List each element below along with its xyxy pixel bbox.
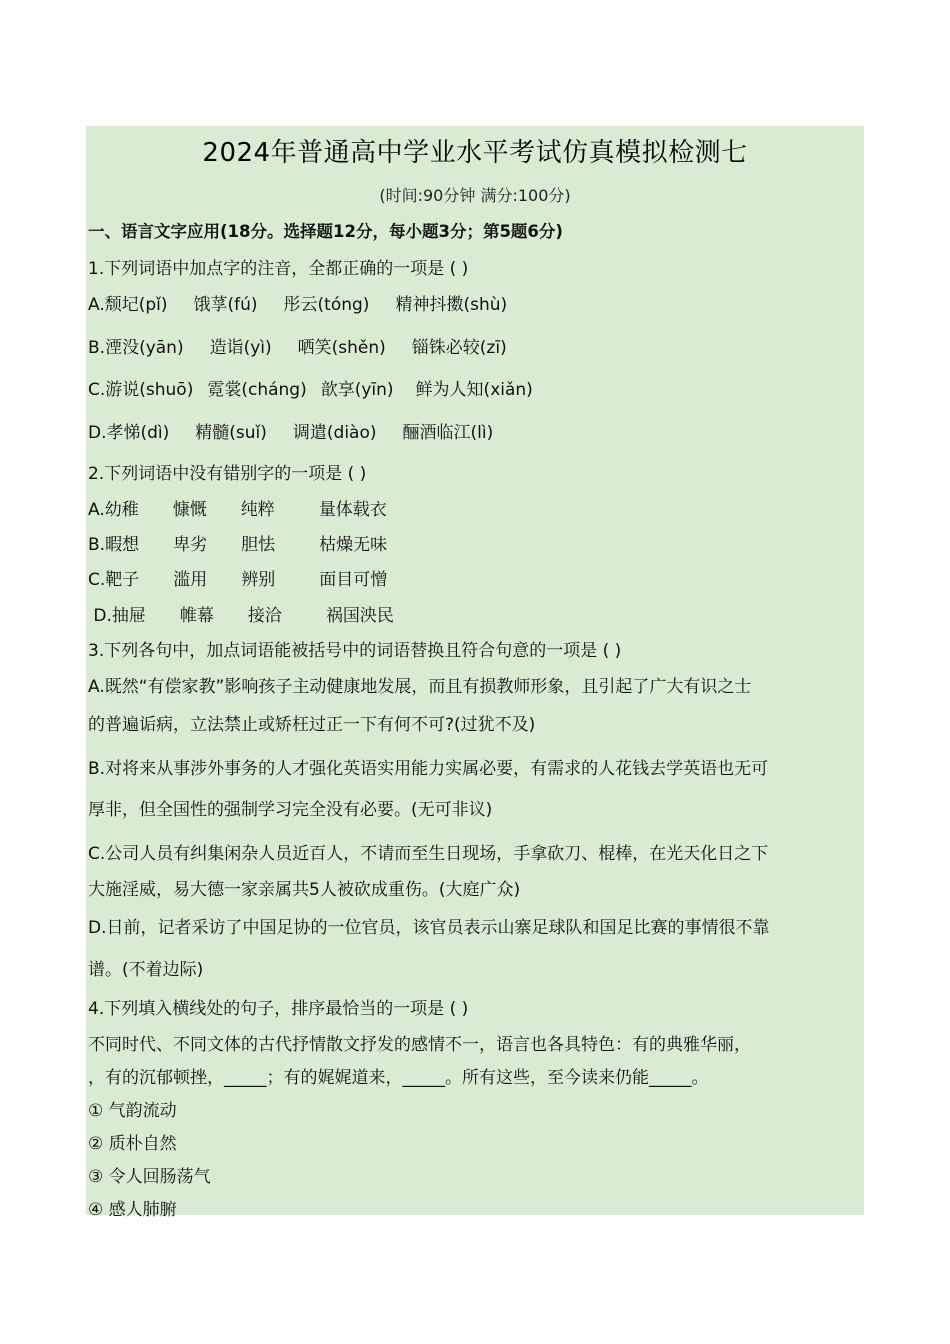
exam-paper: [86, 126, 864, 1220]
question-2-option-c: [88, 565, 387, 590]
question-1-option-b: [88, 333, 507, 358]
option-item: 饿莩(fú): [193, 295, 258, 315]
option-item: 卑劣: [173, 535, 208, 555]
option-item: 接洽: [247, 606, 282, 626]
question-1-option-a: [88, 290, 507, 315]
question-3-option-a-line-1: A.既然“有偿家教”影响孩子主动健康地发展，而且有损教师形象，且引起了广大有识之士: [88, 677, 752, 697]
option-item: 造诣(yì): [209, 338, 272, 358]
question-2-stem: 2.下列词语中没有错别字的一项是 ( ): [88, 464, 367, 484]
option-item: 霓裳(cháng): [207, 380, 307, 400]
question-4-passage-line-2: ，有的沉郁顿挫，_____；有的娓娓道来，_____。所有这些，至今读来仍能_____。: [88, 1068, 709, 1088]
option-item: 胆怯: [241, 535, 276, 555]
question-4-stem: 4.下列填入横线处的句子，排序最恰当的一项是 ( ): [88, 999, 469, 1019]
option-item: 枯燥无味: [319, 535, 388, 555]
option-item: D.抽屉: [88, 606, 146, 626]
question-3-option-c-line-1: C.公司人员有纠集闲杂人员近百人，不请而至生日现场，手拿砍刀、棍棒，在光天化日之下: [88, 844, 769, 864]
question-4-item-2: ② 质朴自然: [88, 1134, 177, 1154]
question-3-stem: 3.下列各句中，加点词语能被括号中的词语替换且符合句意的一项是 ( ): [88, 641, 622, 661]
option-item: 调遣(diào): [292, 423, 377, 443]
question-2-option-b: [88, 530, 387, 555]
question-4-item-4: ④ 感人肺腑: [88, 1200, 177, 1220]
option-item: 祸国泱民: [325, 606, 394, 626]
option-item: 面目可憎: [319, 570, 388, 590]
option-item: 慷慨: [172, 500, 207, 520]
option-item: C.游说(shuō): [88, 380, 194, 400]
question-3-option-a-line-2: 的普遍诟病，立法禁止或矫枉过正一下有何不可?(过犹不及): [88, 715, 536, 735]
question-2-option-a: [88, 495, 387, 520]
option-item: C.靶子: [88, 570, 140, 590]
question-3-option-d-line-1: D.日前，记者采访了中国足协的一位官员，该官员表示山寨足球队和国足比赛的事情很不靠: [88, 918, 770, 938]
question-4-item-1: ① 气韵流动: [88, 1101, 177, 1121]
question-2-option-d: [88, 601, 394, 626]
option-item: A.颓圮(pǐ): [88, 295, 168, 315]
question-3-option-b-line-1: B.对将来从事涉外事务的人才强化英语实用能力实属必要，有需求的人花钱去学英语也无可: [88, 759, 769, 779]
option-item: 酾酒临江(lì): [402, 423, 494, 443]
option-item: 辨别: [241, 570, 276, 590]
question-3-option-d-line-2: 谱。(不着边际): [88, 960, 204, 980]
option-item: 纯粹: [240, 500, 275, 520]
question-3-option-c-line-2: 大施淫威，易大德一家亲属共5人被砍成重伤。(大庭广众): [88, 880, 521, 900]
question-3-option-b-line-2: 厚非，但全国性的强制学习完全没有必要。(无可非议): [88, 800, 493, 820]
option-item: 鲜为人知(xiǎn): [415, 380, 533, 400]
option-item: B.湮没(yān): [88, 338, 184, 358]
question-4-item-3: ③ 令人回肠荡气: [88, 1167, 211, 1187]
section-heading: 一、语言文字应用(18分。选择题12分，每小题3分；第5题6分): [88, 222, 563, 241]
page-title: 2024年普通高中学业水平考试仿真模拟检测七: [202, 138, 748, 168]
option-item: 量体载衣: [318, 500, 387, 520]
question-4-passage-line-1: 不同时代、不同文体的古代抒情散文抒发的感情不一，语言也各具特色：有的典雅华丽，: [88, 1035, 751, 1055]
option-item: 彤云(tóng): [283, 295, 370, 315]
exam-time-and-score: (时间:90分钟 满分:100分): [379, 186, 571, 205]
option-item: 锱铢必较(zī): [411, 338, 507, 358]
question-1-option-c: [88, 375, 533, 400]
option-item: B.暇想: [88, 535, 140, 555]
option-item: 帷幕: [179, 606, 214, 626]
option-item: 精神抖擞(shù): [395, 295, 508, 315]
option-item: 歆享(yīn): [320, 380, 394, 400]
option-item: D.孝悌(dì): [88, 423, 170, 443]
option-item: 哂笑(shěn): [297, 338, 386, 358]
option-item: 精髓(suǐ): [195, 423, 267, 443]
option-item: A.幼稚: [88, 500, 139, 520]
question-1-option-d: [88, 418, 493, 443]
question-1-stem: 1.下列词语中加点字的注音，全都正确的一项是 ( ): [88, 259, 469, 279]
option-item: 滥用: [173, 570, 208, 590]
